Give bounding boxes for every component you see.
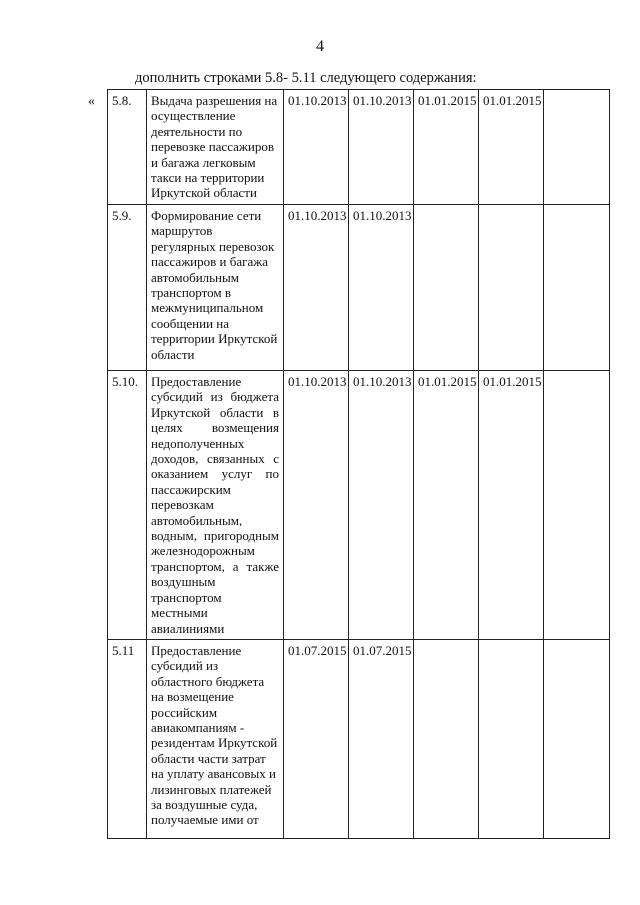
row-date-cell: 01.10.2013 — [349, 371, 414, 640]
row-date-cell: 01.01.2015 — [479, 371, 544, 640]
row-number-cell: 5.11 — [108, 639, 147, 838]
row-number-cell: 5.10. — [108, 371, 147, 640]
opening-quote-mark: « — [88, 94, 95, 109]
row-empty-cell — [544, 639, 610, 838]
row-empty-cell — [544, 205, 610, 371]
row-date-cell — [414, 639, 479, 838]
table-row — [108, 205, 610, 371]
page-number: 4 — [316, 38, 324, 55]
row-date-cell: 01.10.2013 — [284, 371, 349, 640]
row-number-cell: 5.8. — [108, 90, 147, 205]
row-description-cell: Предоставление субсидий из областного бюджета на возмещение российским авиакомпаниям - резидентам Иркутской области части затрат на уплату авансовых и лизинговых платежей за воздушные суда, получаемые ими от — [147, 639, 284, 838]
row-date-cell — [479, 639, 544, 838]
table-row — [108, 639, 610, 838]
row-date-cell — [479, 205, 544, 371]
table-body — [108, 90, 610, 839]
row-empty-cell — [544, 90, 610, 205]
row-date-cell: 01.07.2015 — [284, 639, 349, 838]
table-row — [108, 90, 610, 205]
row-date-cell: 01.01.2015 — [479, 90, 544, 205]
intro-text: дополнить строками 5.8- 5.11 следующего содержания: — [135, 70, 477, 86]
row-number-cell: 5.9. — [108, 205, 147, 371]
row-description-cell: Выдача разрешения на осуществление деятельности по перевозке пассажиров и багажа легковым такси на территории Иркутской области — [147, 90, 284, 205]
row-description-cell: Формирование сети маршрутов регулярных перевозок пассажиров и багажа автомобильным транспортом в межмуниципальном сообщении на территории Иркутской области — [147, 205, 284, 371]
row-description-cell: Предоставление субсидий из бюджета Иркутской области в целях возмещения недополученных доходов, связанных с оказанием услуг по пассажирским перевозкам автомобильным, водным, пригородным железнодорожным транспортом, а также воздушным транспортом местными авиалиниями — [147, 371, 284, 640]
row-date-cell: 01.10.2013 — [284, 205, 349, 371]
table-row — [108, 371, 610, 640]
row-date-cell — [414, 205, 479, 371]
row-date-cell: 01.10.2013 — [284, 90, 349, 205]
row-date-cell: 01.01.2015 — [414, 371, 479, 640]
row-date-cell: 01.10.2013 — [349, 205, 414, 371]
row-date-cell: 01.07.2015 — [349, 639, 414, 838]
row-date-cell: 01.10.2013 — [349, 90, 414, 205]
row-date-cell: 01.01.2015 — [414, 90, 479, 205]
row-empty-cell — [544, 371, 610, 640]
document-table — [107, 89, 610, 839]
